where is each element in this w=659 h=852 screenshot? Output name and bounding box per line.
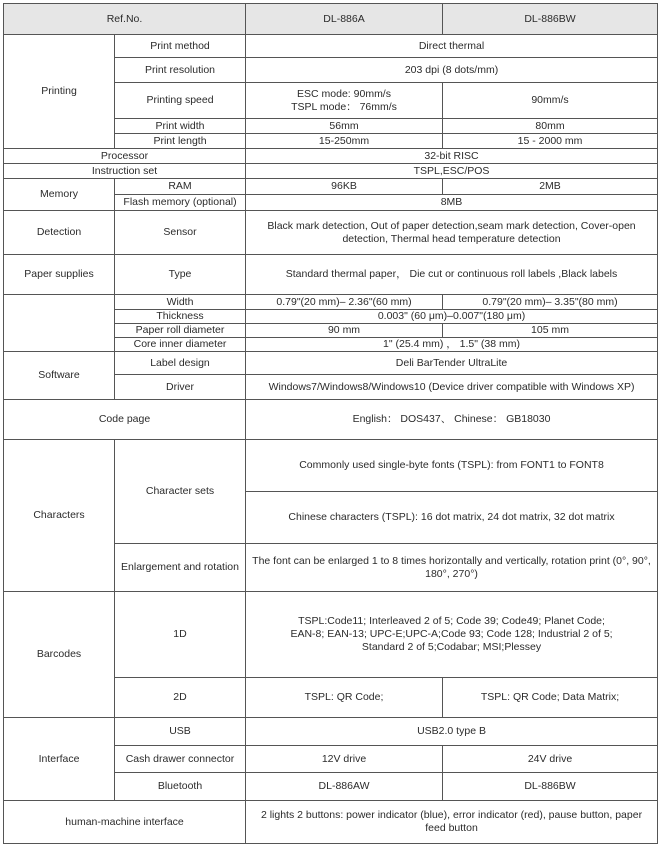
barcode-2d-a: TSPL: QR Code; <box>246 678 443 718</box>
bluetooth-a: DL-886AW <box>246 773 443 801</box>
paper-thickness-value: 0.003" (60 μm)–0.007"(180 μm) <box>246 310 658 324</box>
paper-roll-label: Paper roll diameter <box>115 324 246 338</box>
driver-label: Driver <box>115 375 246 400</box>
header-model-a: DL-886A <box>246 4 443 35</box>
group-software: Software <box>4 352 115 400</box>
speed-esc-mode: ESC mode: 90mm/s <box>297 87 391 100</box>
cash-drawer-b: 24V drive <box>443 746 658 773</box>
bluetooth-b: DL-886BW <box>443 773 658 801</box>
paper-blank-cell <box>4 295 115 352</box>
core-diameter-label: Core inner diameter <box>115 338 246 352</box>
sensor-value: Black mark detection, Out of paper detection,seam mark detection, Cover-open detection, Thermal head temperature detection <box>246 211 658 255</box>
print-method-label: Print method <box>115 35 246 58</box>
printing-speed-b: 90mm/s <box>443 83 658 119</box>
label-design-value: Deli BarTender UltraLite <box>246 352 658 375</box>
group-detection: Detection <box>4 211 115 255</box>
print-width-b: 80mm <box>443 119 658 134</box>
header-row <box>4 4 658 35</box>
cash-drawer-a: 12V drive <box>246 746 443 773</box>
hmi-label: human-machine interface <box>4 801 246 844</box>
printing-speed-label: Printing speed <box>115 83 246 119</box>
print-resolution-value: 203 dpi (8 dots/mm) <box>246 58 658 83</box>
printing-speed-a <box>246 83 443 119</box>
driver-value: Windows7/Windows8/Windows10 (Device driver compatible with Windows XP) <box>246 375 658 400</box>
print-length-label: Print length <box>115 134 246 149</box>
processor-label: Processor <box>4 149 246 164</box>
label-design-label: Label design <box>115 352 246 375</box>
enlargement-label: Enlargement and rotation <box>115 544 246 592</box>
ram-b: 2MB <box>443 179 658 195</box>
barcode-1d-label: 1D <box>115 592 246 678</box>
print-resolution-label: Print resolution <box>115 58 246 83</box>
code-page-label: Code page <box>4 400 246 440</box>
group-printing: Printing <box>4 35 115 149</box>
spec-table <box>3 3 658 844</box>
paper-roll-b: 105 mm <box>443 324 658 338</box>
group-barcodes: Barcodes <box>4 592 115 718</box>
sensor-label: Sensor <box>115 211 246 255</box>
enlargement-value: The font can be enlarged 1 to 8 times horizontally and vertically, rotation print (0°, 90°, 180°, 270°) <box>246 544 658 592</box>
paper-thickness-label: Thickness <box>115 310 246 324</box>
header-model-b: DL-886BW <box>443 4 658 35</box>
ram-label: RAM <box>115 179 246 195</box>
barcode-2d-label: 2D <box>115 678 246 718</box>
bluetooth-label: Bluetooth <box>115 773 246 801</box>
character-sets-chinese: Chinese characters (TSPL): 16 dot matrix, 24 dot matrix, 32 dot matrix <box>246 492 658 544</box>
paper-width-a: 0.79"(20 mm)– 2.36"(60 mm) <box>246 295 443 310</box>
group-memory: Memory <box>4 179 115 211</box>
print-length-a: 15-250mm <box>246 134 443 149</box>
print-method-value: Direct thermal <box>246 35 658 58</box>
character-sets-label: Character sets <box>115 440 246 544</box>
paper-type-label: Type <box>115 255 246 295</box>
print-width-a: 56mm <box>246 119 443 134</box>
group-interface: Interface <box>4 718 115 801</box>
instruction-set-label: Instruction set <box>4 164 246 179</box>
print-width-label: Print width <box>115 119 246 134</box>
header-ref: Ref.No. <box>4 4 246 35</box>
usb-value: USB2.0 type B <box>246 718 658 746</box>
processor-value: 32-bit RISC <box>246 149 658 164</box>
code-page-value: English： DOS437、 Chinese： GB18030 <box>246 400 658 440</box>
instruction-set-value: TSPL,ESC/POS <box>246 164 658 179</box>
barcode-1d-value: TSPL:Code11; Interleaved 2 of 5; Code 39; Code49; Planet Code; EAN-8; EAN-13; UPC-E;UPC-A;Code 93; Code 128; Industrial 2 of 5; Standard 2 of 5;Codabar; MSI;Plessey <box>246 592 658 678</box>
speed-tspl-mode: TSPL mode： 76mm/s <box>291 100 397 113</box>
paper-width-label: Width <box>115 295 246 310</box>
paper-type-value: Standard thermal paper， Die cut or continuous roll labels ,Black labels <box>246 255 658 295</box>
group-characters: Characters <box>4 440 115 592</box>
cash-drawer-label: Cash drawer connector <box>115 746 246 773</box>
paper-width-b: 0.79"(20 mm)– 3.35"(80 mm) <box>443 295 658 310</box>
paper-roll-a: 90 mm <box>246 324 443 338</box>
flash-memory-value: 8MB <box>246 195 658 211</box>
print-length-b: 15 - 2000 mm <box>443 134 658 149</box>
group-paper-supplies: Paper supplies <box>4 255 115 295</box>
core-diameter-value: 1" (25.4 mm) ， 1.5" (38 mm) <box>246 338 658 352</box>
usb-label: USB <box>115 718 246 746</box>
barcode-2d-b: TSPL: QR Code; Data Matrix; <box>443 678 658 718</box>
flash-memory-label: Flash memory (optional) <box>115 195 246 211</box>
ram-a: 96KB <box>246 179 443 195</box>
hmi-value: 2 lights 2 buttons: power indicator (blue), error indicator (red), pause button, paper feed button <box>246 801 658 844</box>
character-sets-single-byte: Commonly used single-byte fonts (TSPL): from FONT1 to FONT8 <box>246 440 658 492</box>
